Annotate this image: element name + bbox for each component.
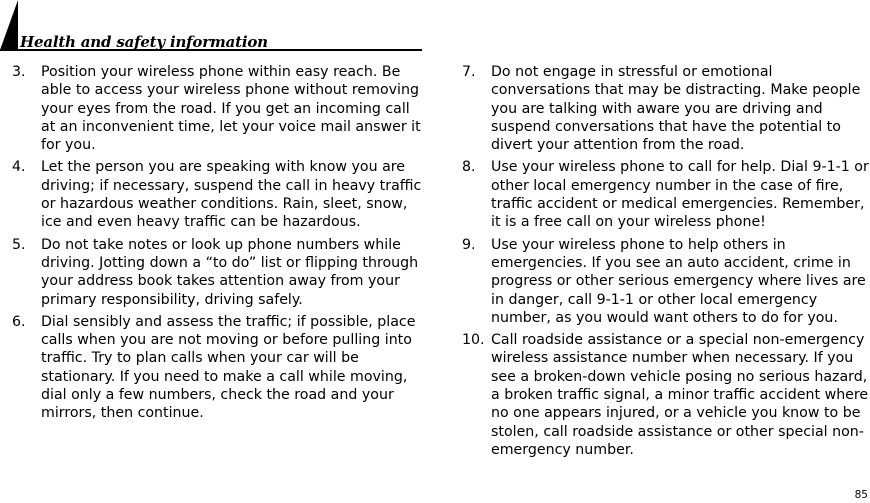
- list-item: [462, 158, 870, 231]
- list-item-text: Let the person you are speaking with know you are driving; if necessary, suspend the call in heavy traffic or hazardous weather conditions. Rain, sleet, snow, ice and even heavy traffic can be hazardous.: [41, 159, 422, 231]
- list-item-number: 8.: [462, 159, 476, 176]
- list-item-text: Use your wireless phone to help others in emergencies. If you see an auto accident, crime in progress or other serious emergency where lives are in danger, call 9-1-1 or other local emergency number, as you would want others to do for you.: [491, 236, 866, 326]
- list-item-number: 3.: [12, 64, 26, 80]
- list-item: [462, 236, 870, 327]
- list-item: [12, 313, 424, 423]
- list-item-text: Do not engage in stressful or emotional conversations that may be distracting. Make people you are talking with aware you are driving and suspend conversations that have the potential to divert your attention from the road.: [491, 64, 861, 154]
- list-item-number: 10.: [462, 332, 485, 349]
- left-column: [12, 63, 424, 427]
- list-item-number: 9.: [462, 236, 476, 253]
- list-item-text: Do not take notes or look up phone numbers while driving. Jotting down a “to do” list or flipping through your address book takes attention away from your primary responsibility, driving safely.: [41, 236, 419, 308]
- list-item-text: Dial sensibly and assess the traffic; if possible, place calls when you are not moving or before pulling into traffic. Try to plan calls when your car will be stationary. If you need to make a call while moving, dial only a few numbers, check the road and your mirrors, then continue.: [41, 313, 416, 422]
- list-item-text: Use your wireless phone to call for help. Dial 9-1-1 or other local emergency number in the case of fire, traffic accident or medical emergencies. Remember, it is a free call on your wireless phone!: [491, 159, 869, 231]
- right-column: [462, 63, 870, 463]
- list-item-number: 4.: [12, 159, 26, 176]
- list-item-number: 7.: [462, 64, 476, 80]
- list-item: [12, 158, 424, 231]
- list-item-text: Call roadside assistance or a special non-emergency wireless assistance number when necessary. If you see a broken-down vehicle posing no serious hazard, a broken traffic signal, a minor traffic accident where no one appears injured, or a vehicle you know to be stolen, call roadside assistance or other special non-emergency number.: [491, 332, 869, 458]
- list-item: [462, 331, 870, 459]
- list-item-text: Position your wireless phone within easy reach. Be able to access your wireless phone without removing your eyes from the road. If you get an incoming call at an inconvenient time, let your voice mail answer it for you.: [41, 64, 421, 154]
- header-accent-bar: [0, 0, 18, 50]
- list-item: [12, 63, 424, 154]
- list-item-number: 5.: [12, 236, 26, 253]
- list-item-number: 6.: [12, 313, 26, 330]
- page-number: 85: [854, 489, 868, 501]
- list-item: [462, 63, 870, 154]
- list-item: [12, 236, 424, 309]
- page-header-title: Health and safety information: [20, 33, 268, 51]
